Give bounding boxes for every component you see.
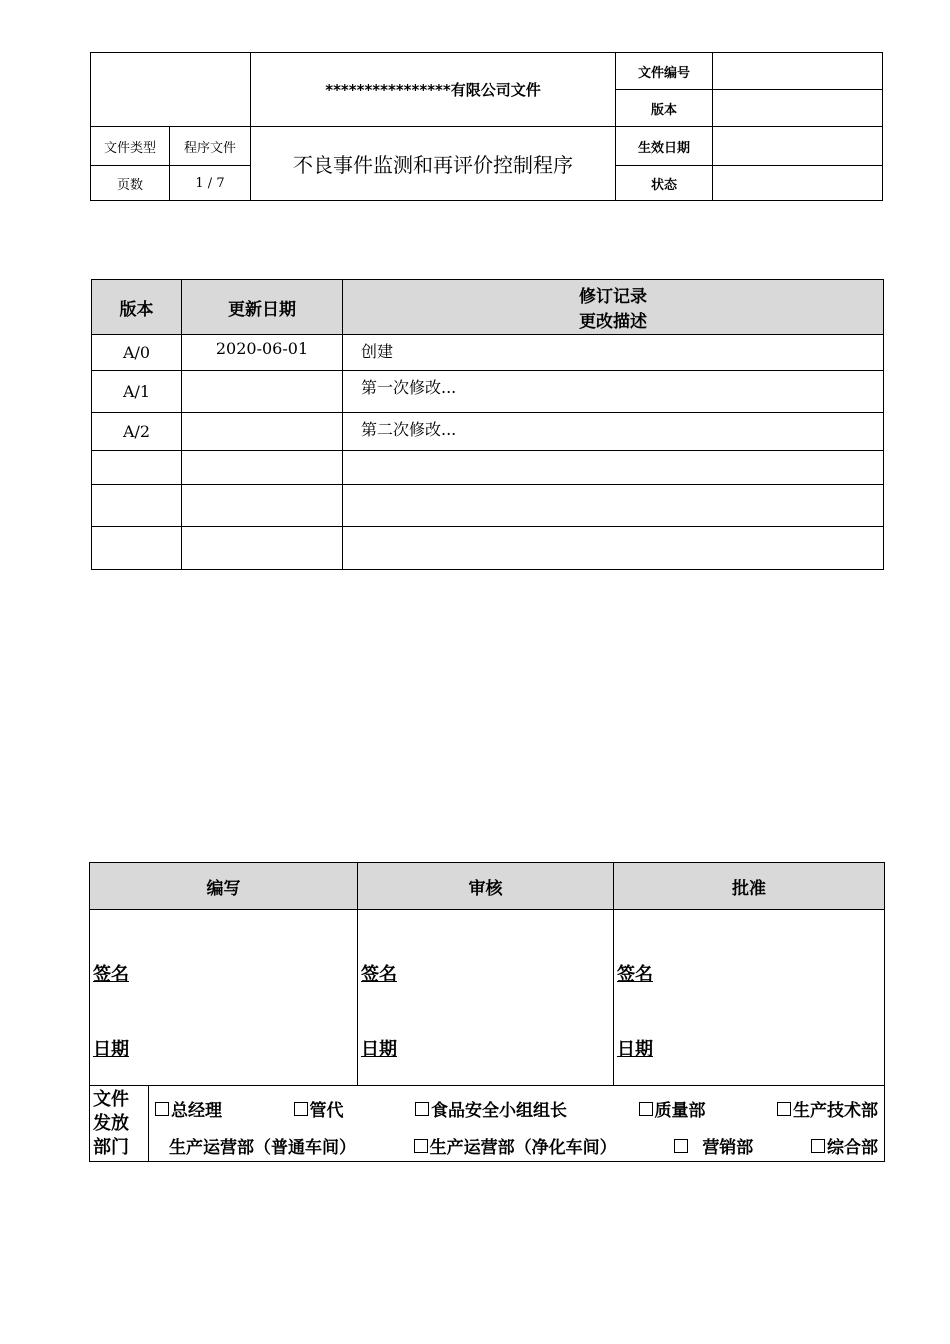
department-checkbox[interactable] <box>155 1096 222 1121</box>
checkbox-icon[interactable] <box>811 1139 825 1153</box>
date-label: 日期 <box>361 1039 397 1060</box>
table-row <box>92 371 884 413</box>
doc-type-label: 文件类型 <box>91 127 170 166</box>
rev-header-record-line2: 更改描述 <box>579 312 647 332</box>
checkbox-icon[interactable] <box>639 1102 653 1116</box>
approval-header-approve: 批准 <box>614 863 885 910</box>
rev-desc: 创建 <box>343 335 884 371</box>
rev-header-record-line1: 修订记录 <box>579 287 647 307</box>
review-signature-cell <box>358 910 614 1086</box>
revision-table <box>91 279 884 570</box>
doc-no-value <box>713 53 883 90</box>
rev-desc <box>343 451 884 485</box>
write-signature-cell <box>90 910 358 1086</box>
logo-cell <box>91 53 251 127</box>
checkbox-icon[interactable] <box>155 1102 169 1116</box>
pages-value: 1 / 7 <box>170 166 251 201</box>
rev-version <box>92 527 182 570</box>
rev-date <box>182 371 343 413</box>
rev-desc <box>343 485 884 527</box>
department-checkbox[interactable] <box>777 1096 878 1121</box>
distribution-label-line: 发放 <box>93 1112 129 1134</box>
checkbox-icon[interactable] <box>777 1102 791 1116</box>
checkbox-icon[interactable] <box>415 1102 429 1116</box>
department-label: 生产运营部（普通车间） <box>169 1138 356 1158</box>
department-checkbox[interactable] <box>414 1133 617 1158</box>
department-checkbox[interactable] <box>811 1133 878 1158</box>
department-checkbox[interactable] <box>639 1096 706 1121</box>
department-label: 营销部 <box>702 1138 754 1158</box>
rev-date <box>182 485 343 527</box>
table-row <box>92 413 884 451</box>
doc-type-value: 程序文件 <box>170 127 251 166</box>
rev-date: 2020-06-01 <box>182 335 343 371</box>
department-checkbox[interactable] <box>294 1096 344 1121</box>
date-label: 日期 <box>93 1039 129 1060</box>
department-label: 质量部 <box>654 1101 706 1121</box>
rev-date <box>182 451 343 485</box>
approve-signature-cell <box>614 910 885 1086</box>
department-label: 综合部 <box>826 1138 878 1158</box>
rev-version <box>92 451 182 485</box>
rev-version: A/1 <box>92 371 182 413</box>
rev-date <box>182 527 343 570</box>
approval-header-write: 编写 <box>90 863 358 910</box>
status-value <box>713 166 883 201</box>
checkbox-icon[interactable] <box>294 1102 308 1116</box>
distribution-label-line: 文件 <box>93 1088 129 1110</box>
table-row <box>92 335 884 371</box>
pages-label: 页数 <box>91 166 170 201</box>
approval-table <box>89 862 885 1162</box>
department-row-1 <box>149 1086 884 1121</box>
distribution-label <box>90 1086 149 1162</box>
version-value <box>713 90 883 127</box>
sign-label: 签名 <box>93 964 129 985</box>
rev-header-date: 更新日期 <box>182 280 343 335</box>
sign-label: 签名 <box>361 964 397 985</box>
effective-date-value <box>713 127 883 166</box>
company-title: ****************有限公司文件 <box>251 53 616 127</box>
doc-no-label: 文件编号 <box>616 53 713 90</box>
rev-version: A/0 <box>92 335 182 371</box>
document-header <box>90 52 883 201</box>
table-row <box>92 451 884 485</box>
effective-date-label: 生效日期 <box>616 127 713 166</box>
rev-version: A/2 <box>92 413 182 451</box>
department-item <box>155 1133 356 1158</box>
checkbox-icon[interactable] <box>674 1139 688 1153</box>
rev-header-version: 版本 <box>92 280 182 335</box>
rev-desc: 第二次修改... <box>343 413 884 451</box>
department-label: 生产运营部（净化车间） <box>429 1138 617 1158</box>
rev-desc <box>343 527 884 570</box>
date-label: 日期 <box>617 1039 653 1060</box>
department-label: 管代 <box>309 1101 344 1121</box>
sign-label: 签名 <box>617 964 653 985</box>
table-row <box>92 527 884 570</box>
doc-title: 不良事件监测和再评价控制程序 <box>251 127 616 201</box>
rev-header-record <box>343 280 884 335</box>
status-label: 状态 <box>616 166 713 201</box>
distribution-departments <box>149 1086 885 1162</box>
department-checkbox[interactable] <box>674 1133 753 1158</box>
department-checkbox[interactable] <box>415 1096 567 1121</box>
distribution-label-line: 部门 <box>93 1136 129 1158</box>
rev-version <box>92 485 182 527</box>
approval-header-review: 审核 <box>358 863 614 910</box>
table-row <box>92 485 884 527</box>
department-label: 生产技术部 <box>793 1101 878 1121</box>
department-row-2 <box>149 1121 884 1158</box>
department-label: 食品安全小组组长 <box>431 1101 567 1121</box>
version-label: 版本 <box>616 90 713 127</box>
department-label: 总经理 <box>171 1101 222 1121</box>
rev-desc: 第一次修改... <box>343 371 884 413</box>
rev-date <box>182 413 343 451</box>
checkbox-icon[interactable] <box>414 1139 428 1153</box>
